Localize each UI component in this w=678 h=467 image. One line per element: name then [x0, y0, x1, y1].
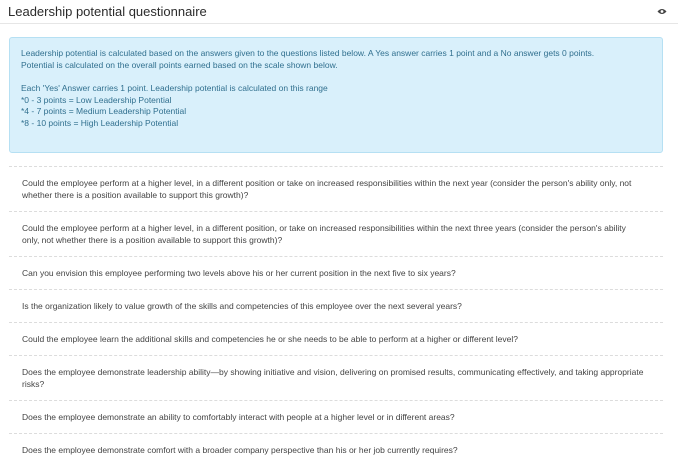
info-line-1: Leadership potential is calculated based on the answers given to the questions listed below. A Yes answer carries 1 point and a No answer gets 0 points.	[21, 48, 595, 58]
question-text: Could the employee learn the additional skills and competencies he or she needs to be able to perform at a higher or different level?	[22, 334, 518, 344]
eye-icon[interactable]	[656, 7, 668, 17]
question-text: Does the employee demonstrate an ability to comfortably interact with people at a higher level or in different areas?	[22, 412, 455, 422]
question-text: Could the employee perform at a higher level, in a different position or take on increased responsibilities within the next year (consider the person's ability only, not whether there is a position available to support this growth)?	[22, 178, 632, 200]
question-item[interactable]	[9, 400, 663, 433]
question-text: Does the employee demonstrate leadership ability—by showing initiative and vision, delivering on promised results, communicating effectively, and taking appropriate risks?	[22, 367, 644, 389]
page-title: Leadership potential questionnaire	[8, 4, 207, 19]
question-item[interactable]	[9, 322, 663, 355]
question-item[interactable]	[9, 256, 663, 289]
question-item[interactable]	[9, 289, 663, 322]
question-text: Is the organization likely to value growth of the skills and competencies of this employee over the next several years?	[22, 301, 462, 311]
question-list	[9, 166, 663, 466]
scale-high: *8 - 10 points = High Leadership Potential	[21, 117, 179, 128]
info-line-3: Each 'Yes' Answer carries 1 point. Leadership potential is calculated on this range	[21, 83, 328, 93]
info-alert	[9, 37, 663, 153]
scale-medium: *4 - 7 points = Medium Leadership Potential	[21, 106, 187, 116]
question-item[interactable]	[9, 433, 663, 466]
question-item[interactable]	[9, 211, 663, 256]
question-text: Could the employee perform at a higher level, in a different position, or take on increased responsibilities within the next three years (consider the person's ability only, not whether there is a position available to support this growth)?	[22, 223, 626, 245]
info-line-2: Potential is calculated on the overall points earned based on the scale shown below.	[21, 59, 338, 70]
scale-low: *0 - 3 points = Low Leadership Potential	[21, 94, 172, 105]
question-text: Does the employee demonstrate comfort with a broader company perspective than his or her job currently requires?	[22, 445, 458, 455]
question-text: Can you envision this employee performing two levels above his or her current position in the next five to six years?	[22, 268, 456, 278]
question-item[interactable]	[9, 166, 663, 211]
question-item[interactable]	[9, 355, 663, 400]
page-header	[0, 0, 678, 24]
